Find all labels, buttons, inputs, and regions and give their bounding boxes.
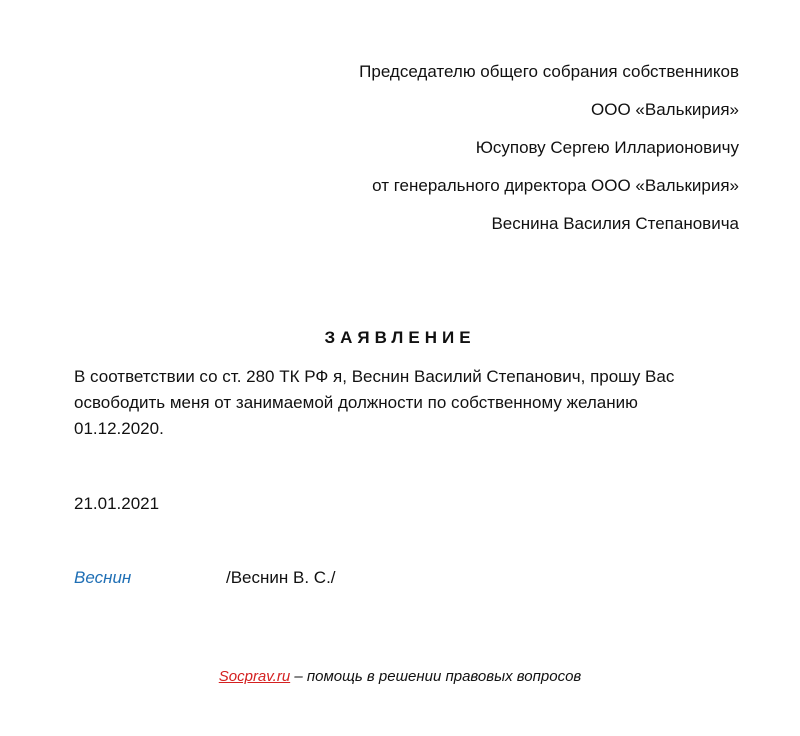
- addressee-line-1: Председателю общего собрания собственников: [359, 62, 739, 81]
- document-title: ЗАЯВЛЕНИЕ: [324, 328, 476, 347]
- body-line-2: освободить меня от занимаемой должности по собственному желанию: [74, 393, 638, 412]
- addressee-line-5: Веснина Василия Степановича: [491, 214, 739, 233]
- addressee-line-3: Юсупову Сергею Илларионовичу: [475, 138, 739, 157]
- footer-link[interactable]: Socprav.ru: [218, 668, 291, 685]
- addressee-line-2: ООО «Валькирия»: [591, 100, 739, 119]
- addressee-block: [359, 62, 739, 252]
- footer-text: – помощь в решении правовых вопросов: [290, 668, 582, 685]
- footer: [0, 668, 800, 685]
- signature-name: /Веснин В. С./: [226, 568, 336, 587]
- body-line-3: 01.12.2020.: [74, 419, 164, 438]
- addressee-line-4: от генерального директора ООО «Валькирия»: [372, 176, 739, 195]
- statement-date: 21.01.2021: [74, 494, 160, 513]
- body-line-1: В соответствии со ст. 280 ТК РФ я, Веснин Василий Степанович, прошу Вас: [74, 367, 675, 386]
- statement-body: [74, 364, 754, 442]
- handwritten-signature: Веснин: [74, 568, 132, 587]
